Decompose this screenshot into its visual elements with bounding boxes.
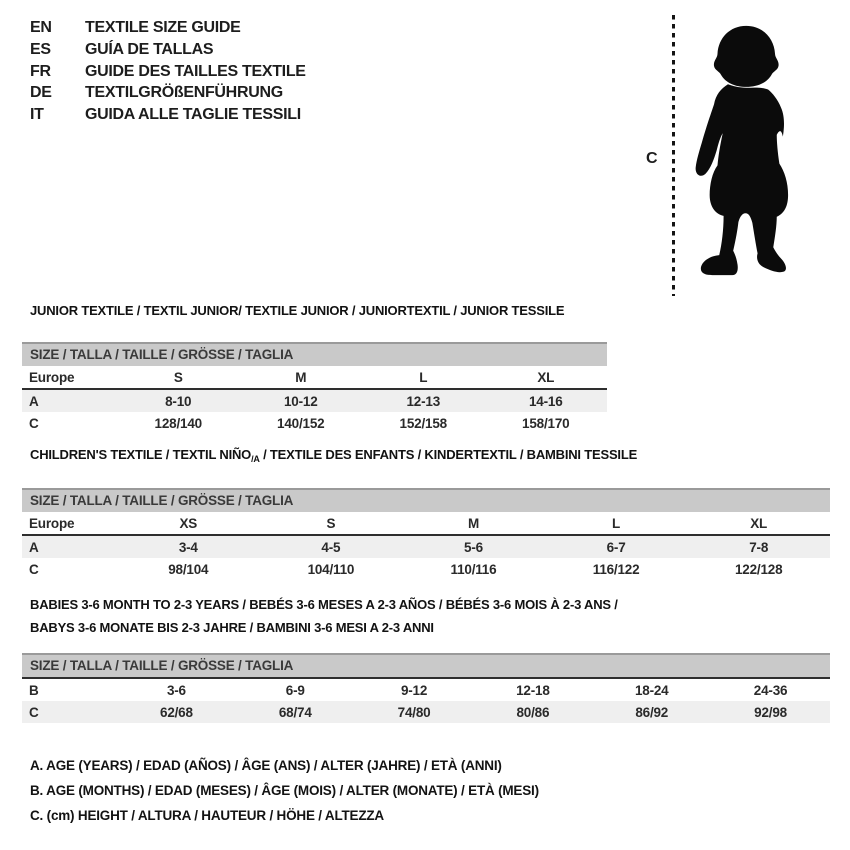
cell-value: 12-13: [406, 393, 441, 409]
table-row: [22, 701, 830, 723]
cell-value: S: [260, 512, 403, 535]
table-row: [22, 558, 830, 580]
cell-value: 122/128: [734, 561, 783, 577]
cell-value: 24-36: [753, 682, 788, 698]
title-part: CHILDREN'S TEXTILE / TEXTIL NIÑO: [30, 447, 252, 462]
lang-title: GUÍA DE TALLAS: [85, 40, 214, 58]
cell-value: 6-7: [606, 539, 626, 555]
cell-value: L: [362, 366, 485, 389]
cell-value: 74/80: [397, 704, 431, 720]
babies-table-grid: [22, 677, 830, 723]
row-label: C: [29, 561, 39, 577]
size-header-bar: SIZE / TALLA / TAILLE / GRÖSSE / TAGLIA: [22, 488, 830, 512]
cell-value: 152/158: [399, 415, 447, 431]
cell-value: 18-24: [634, 682, 669, 698]
junior-size-table: [22, 342, 607, 434]
lang-row-es: [30, 39, 306, 61]
lang-row-fr: [30, 61, 306, 83]
cell-value: 68/74: [278, 704, 312, 720]
cell-value: 86/92: [635, 704, 669, 720]
dotted-measure-line: [672, 15, 675, 296]
table-row: [22, 366, 607, 389]
cell-value: 6-9: [285, 682, 305, 698]
lang-title: GUIDE DES TAILLES TEXTILE: [85, 62, 306, 80]
cell-value: 8-10: [165, 393, 192, 409]
cell-value: 4-5: [321, 539, 341, 555]
toddler-silhouette-icon: [687, 11, 809, 297]
cell-value: XL: [687, 512, 830, 535]
cell-value: 10-12: [283, 393, 318, 409]
cell-value: 80/86: [516, 704, 550, 720]
childrens-size-table: [22, 488, 830, 580]
childrens-table-grid: [22, 512, 830, 580]
size-header-bar: SIZE / TALLA / TAILLE / GRÖSSE / TAGLIA: [22, 653, 830, 677]
row-label: C: [29, 704, 39, 720]
title-part: / TEXTILE DES ENFANTS / KINDERTEXTIL / BAMBINI TESSILE: [259, 447, 638, 462]
row-label: A: [29, 393, 39, 409]
cell-value: M: [240, 366, 363, 389]
lang-row-it: [30, 104, 306, 126]
lang-title: GUIDA ALLE TAGLIE TESSILI: [85, 106, 301, 124]
lang-code: EN: [30, 19, 52, 36]
row-label: B: [29, 682, 39, 698]
lang-code: DE: [30, 84, 52, 102]
lang-code: IT: [30, 106, 44, 124]
cell-value: S: [117, 366, 240, 389]
cell-value: 9-12: [400, 682, 428, 698]
lang-code: FR: [30, 62, 51, 80]
babies-table-title: [30, 593, 618, 639]
babies-size-table: [22, 653, 830, 723]
cell-value: 12-18: [516, 682, 550, 698]
cell-value: 7-8: [749, 539, 769, 555]
table-row: [22, 412, 607, 434]
height-measure-figure: [620, 0, 850, 310]
cell-value: 98/104: [168, 561, 209, 577]
legend-line-c: C. (cm) HEIGHT / ALTURA / HAUTEUR / HÖHE / ALTEZZA: [30, 808, 384, 823]
cell-value: 62/68: [160, 704, 193, 720]
table-row: [22, 389, 607, 412]
cell-value: 5-6: [464, 539, 483, 555]
cell-value: 158/170: [522, 415, 570, 431]
lang-title: TEXTILGRÖßENFÜHRUNG: [85, 84, 283, 102]
cell-value: 3-6: [166, 682, 186, 698]
cell-value: 104/110: [307, 561, 355, 577]
cell-value: M: [402, 512, 545, 535]
measurement-legend: [30, 753, 539, 828]
table-row: [22, 678, 830, 701]
cell-value: 92/98: [754, 704, 787, 720]
row-label: Europe: [22, 366, 117, 389]
cell-value: XL: [485, 366, 608, 389]
lang-code: ES: [30, 40, 51, 58]
row-label: C: [29, 415, 39, 431]
title-part-subscript: /A: [251, 454, 260, 464]
cell-value: XS: [117, 512, 260, 535]
table-row: [22, 535, 830, 558]
cell-value: L: [545, 512, 688, 535]
cell-value: 140/152: [277, 415, 325, 431]
row-label: Europe: [22, 512, 117, 535]
cell-value: 14-16: [528, 393, 563, 409]
legend-line-b: B. AGE (MONTHS) / EDAD (MESES) / ÂGE (MOIS) / ALTER (MONATE) / ETÀ (MESI): [30, 783, 539, 798]
cell-value: 116/122: [592, 561, 640, 577]
row-label: A: [29, 539, 39, 555]
title-line: BABYS 3-6 MONATE BIS 2-3 JAHRE / BAMBINI 3-6 MESI A 2-3 ANNI: [30, 620, 434, 635]
title-line: BABIES 3-6 MONTH TO 2-3 YEARS / BEBÉS 3-6 MESES A 2-3 AÑOS / BÉBÉS 3-6 MOIS À 2-3 ANS /: [30, 597, 618, 612]
language-title-list: [30, 17, 306, 126]
cell-value: 110/116: [450, 561, 497, 577]
size-header-bar: SIZE / TALLA / TAILLE / GRÖSSE / TAGLIA: [22, 342, 607, 366]
legend-line-a: A. AGE (YEARS) / EDAD (AÑOS) / ÂGE (ANS) / ALTER (JAHRE) / ETÀ (ANNI): [30, 758, 502, 773]
lang-row-en: [30, 17, 306, 39]
lang-row-de: [30, 82, 306, 104]
table-row: [22, 512, 830, 535]
cell-value: 3-4: [178, 539, 198, 555]
junior-table-title: JUNIOR TEXTILE / TEXTIL JUNIOR/ TEXTILE JUNIOR / JUNIORTEXTIL / JUNIOR TESSILE: [30, 303, 565, 318]
junior-table-grid: [22, 366, 607, 434]
cell-value: 128/140: [154, 415, 202, 431]
lang-title: TEXTILE SIZE GUIDE: [85, 19, 241, 36]
childrens-table-title: [30, 447, 637, 464]
measure-label-c: C: [646, 150, 658, 167]
